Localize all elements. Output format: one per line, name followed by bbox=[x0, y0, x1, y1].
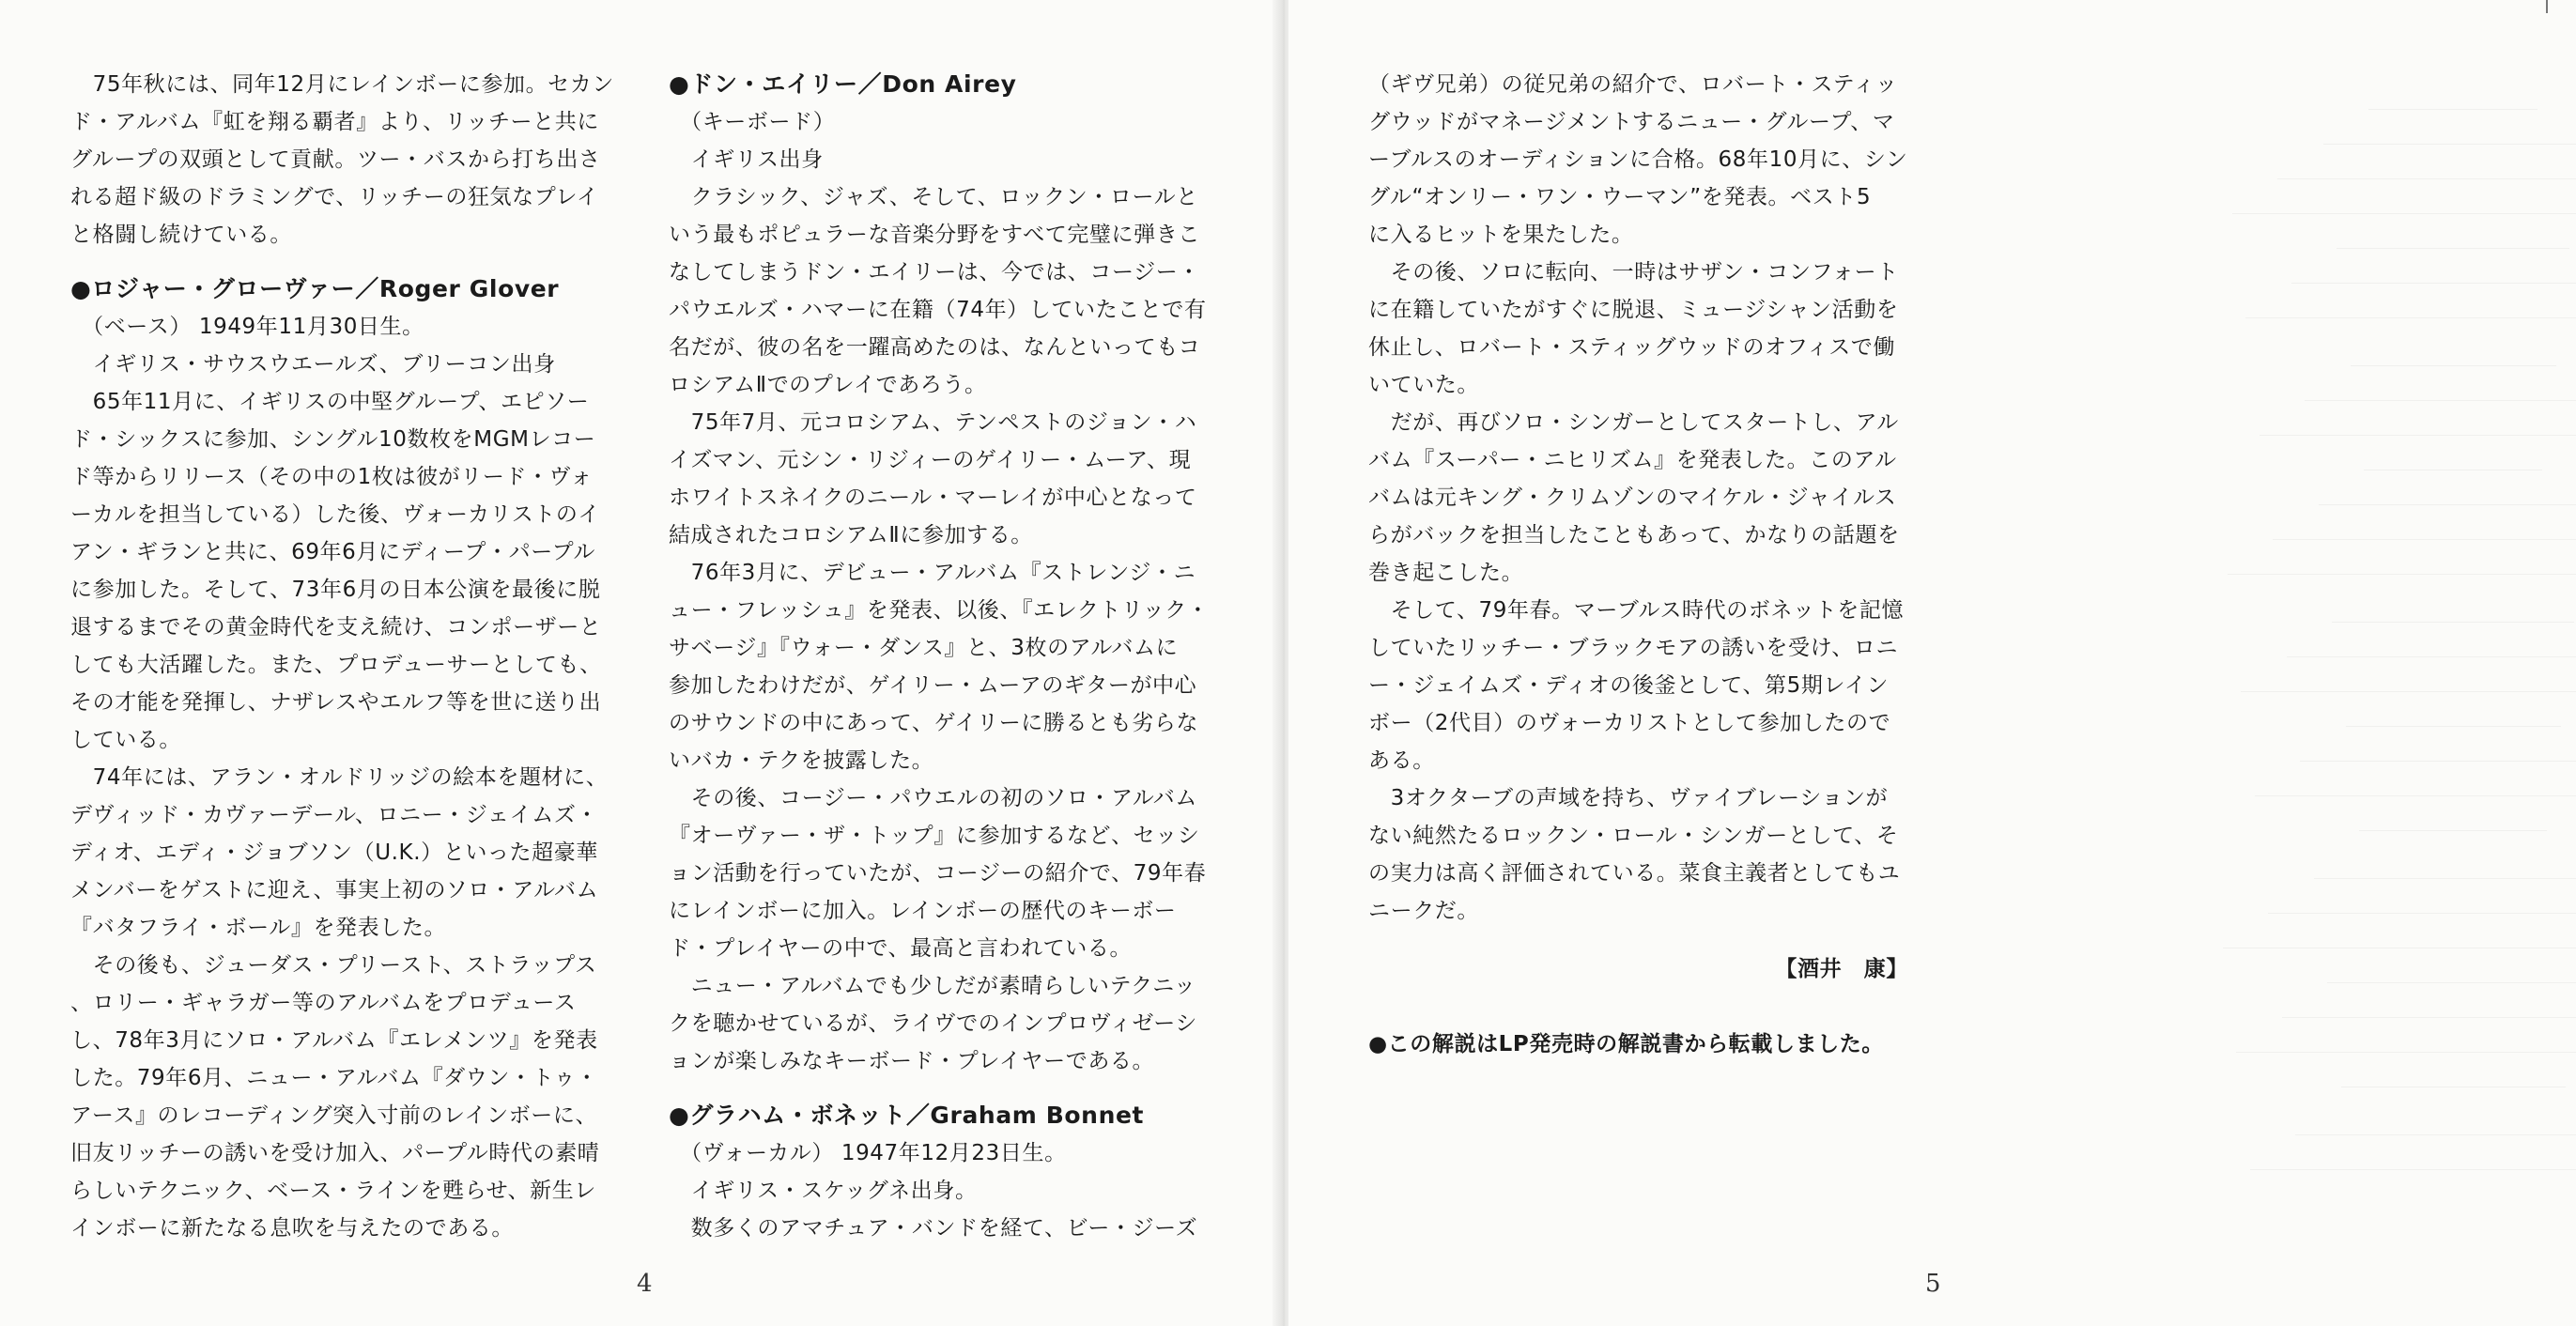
show-through-line bbox=[2359, 830, 2547, 852]
text-line: 76年3月に、デビュー・アルバム『ストレンジ・ニ bbox=[669, 561, 1196, 585]
text-line: に入るヒットを果たした。 bbox=[1368, 223, 1634, 247]
text-line: 参加したわけだが、ゲイリー・ムーアのギターが中心 bbox=[669, 673, 1197, 698]
text-line: ーカルを担当している）した後、ヴォーカリストのイ bbox=[70, 502, 601, 527]
text-line: デヴィッド・カヴァーデール、ロニー・ジェイムズ・ bbox=[70, 803, 599, 827]
text-line: バムは元キング・クリムゾンのマイケル・ジャイルス bbox=[1368, 486, 1897, 510]
text-line: に参加した。そして、73年6月の日本公演を最後に脱 bbox=[70, 578, 601, 602]
text-line: ド・プレイヤーの中で、最高と言われている。 bbox=[669, 936, 1133, 961]
show-through-text bbox=[1983, 83, 2509, 1191]
text-line: その後も、ジューダス・プリースト、ストラップス bbox=[70, 953, 597, 978]
text-line: パウエルズ・ハマーに在籍（74年）していたことで有 bbox=[669, 298, 1207, 322]
text-line: ボー（2代目）のヴォーカリストとして参加したので bbox=[1368, 711, 1891, 735]
text-line: いていた。 bbox=[1368, 373, 1479, 397]
show-through-line bbox=[2250, 1169, 2576, 1191]
text-line: いバカ・テクを披露した。 bbox=[669, 748, 934, 773]
section-heading: ●グラハム・ボネット／Graham Bonnet bbox=[669, 1102, 1145, 1129]
text-line: ー・ジェイムズ・ディオの後釜として、第5期レイン bbox=[1368, 673, 1890, 698]
text-line: ーブルスのオーディションに合格。68年10月に、シン bbox=[1368, 147, 1908, 172]
show-through-line bbox=[2223, 948, 2576, 969]
show-through-line bbox=[2327, 982, 2576, 1004]
page-number-left: 4 bbox=[637, 1270, 653, 1298]
text-line: していたリッチー・ブラックモアの誘いを受け、ロニ bbox=[1368, 636, 1899, 660]
text-line: れる超ド級のドラミングで、リッチーの狂気なプレイ bbox=[70, 185, 599, 209]
text-line: なしてしまうドン・エイリーは、今では、コージー・ bbox=[669, 260, 1200, 285]
text-line: イギリス・サウスウエールズ、ブリーコン出身 bbox=[70, 352, 556, 377]
text-line: 75年7月、元コロシアム、テンペストのジョン・ハ bbox=[669, 410, 1197, 435]
text-line: だが、再びソロ・シンガーとしてスタートし、アル bbox=[1368, 410, 1899, 435]
text-line: ュー・フレッシュ』を発表、以後、『エレクトリック・ bbox=[669, 598, 1210, 623]
text-line: に在籍していたがすぐに脱退、ミュージシャン活動を bbox=[1368, 298, 1899, 322]
show-through-line bbox=[2319, 504, 2576, 526]
text-line: ロシアムⅡでのプレイであろう。 bbox=[669, 373, 987, 397]
text-line: 、ロリー・ギャラガー等のアルバムをプロデュース bbox=[70, 991, 577, 1015]
text-line: いう最もポピュラーな音楽分野をすべて完璧に弾きこ bbox=[669, 223, 1200, 247]
text-line: （ベース） 1949年11月30日生。 bbox=[70, 315, 424, 339]
text-line: 退するまでその黄金時代を支え続け、コンポーザーと bbox=[70, 615, 602, 640]
right-column bbox=[1368, 66, 1908, 930]
text-line: ョンが楽しみなキーボード・プレイヤーである。 bbox=[669, 1049, 1155, 1073]
show-through-line bbox=[2291, 283, 2576, 304]
text-line: グウッドがマネージメントするニュー・グループ、マ bbox=[1368, 110, 1895, 134]
show-through-line bbox=[2337, 248, 2569, 270]
show-through-line bbox=[2245, 317, 2576, 339]
text-line: と格闘し続けている。 bbox=[70, 223, 292, 247]
text-line: イズマン、元シン・リジィーのゲイリー・ムーア、現 bbox=[669, 448, 1192, 472]
text-line: その後、ソロに転向、一時はサザン・コンフォート bbox=[1368, 260, 1899, 285]
show-through-line bbox=[2300, 761, 2576, 782]
text-line: その才能を発揮し、ナザレスやエルフ等を世に送り出 bbox=[70, 690, 602, 715]
text-line: ニュー・アルバムでも少しだが素晴らしいテクニッ bbox=[669, 974, 1196, 998]
text-line: グループの双頭として貢献。ツー・バスから打ち出さ bbox=[70, 147, 601, 172]
text-line: 数多くのアマチュア・バンドを経て、ビー・ジーズ bbox=[669, 1216, 1198, 1241]
text-line: 名だが、彼の名を一躍高めたのは、なんといってもコ bbox=[669, 335, 1201, 360]
show-through-line bbox=[2228, 574, 2576, 595]
text-line: している。 bbox=[70, 728, 181, 752]
text-line: 休止し、ロバート・スティッグウッドのオフィスで働 bbox=[1368, 335, 1896, 360]
text-line: ある。 bbox=[1368, 748, 1435, 773]
show-through-line bbox=[2287, 656, 2576, 678]
text-line: 旧友リッチーの誘いを受け加入、パープル時代の素晴 bbox=[70, 1141, 600, 1165]
text-line: 『バタフライ・ボール』を発表した。 bbox=[70, 916, 447, 940]
text-line: し、78年3月にソロ・アルバム『エレメンツ』を発表 bbox=[70, 1028, 598, 1053]
text-line: 『オーヴァー・ザ・トップ』に参加するなど、セッシ bbox=[669, 824, 1200, 848]
text-line: ない純然たるロックン・ロール・シンガーとして、そ bbox=[1368, 824, 1899, 848]
show-through-line bbox=[2351, 365, 2556, 387]
show-through-line bbox=[2273, 539, 2576, 561]
show-through-line bbox=[2364, 470, 2542, 491]
text-line: （ヴォーカル） 1947年12月23日生。 bbox=[669, 1141, 1067, 1165]
credits bbox=[1368, 950, 1908, 1063]
text-line: そして、79年春。マーブルス時代のボネットを記憶 bbox=[1368, 598, 1905, 623]
left-column-2 bbox=[669, 66, 1218, 1247]
text-line: した。79年6月、ニュー・アルバム『ダウン・トゥ・ bbox=[70, 1066, 598, 1090]
left-column-1 bbox=[70, 66, 615, 1247]
text-line: クラシック、ジャズ、そして、ロックン・ロールと bbox=[669, 185, 1198, 209]
text-line: ド・アルバム『虹を翔る覇者』より、リッチーと共に bbox=[70, 110, 599, 134]
show-through-line bbox=[2346, 726, 2561, 748]
show-through-line bbox=[2241, 691, 2576, 713]
show-through-line bbox=[2277, 178, 2576, 200]
text-line: （キーボード） bbox=[669, 110, 836, 134]
text-line: メンバーをゲストに迎え、事実上初のソロ・アルバム bbox=[70, 878, 599, 902]
show-through-line bbox=[2323, 144, 2576, 165]
text-line: のサウンドの中にあって、ゲイリーに勝るとも劣らな bbox=[669, 711, 1199, 735]
text-line: イギリス出身 bbox=[669, 147, 824, 172]
text-line: グル“オンリー・ワン・ウーマン”を発表。ベスト5 bbox=[1368, 185, 1872, 209]
right-page bbox=[1288, 0, 2576, 1326]
show-through-line bbox=[2236, 1052, 2576, 1073]
text-line: クを聴かせているが、ライヴでのインプロヴィゼーシ bbox=[669, 1011, 1197, 1036]
text-line: らしいテクニック、ベース・ラインを甦らせ、新生レ bbox=[70, 1179, 596, 1203]
text-line: 74年には、アラン・オルドリッジの絵本を題材に、 bbox=[70, 765, 609, 790]
show-through-line bbox=[2314, 878, 2576, 900]
show-through-line bbox=[2232, 213, 2576, 235]
show-through-line bbox=[2295, 1134, 2576, 1156]
text-line: 巻き起こした。 bbox=[1368, 561, 1524, 585]
text-line: ディオ、エディ・ジョブソン（U.K.）といった超豪華 bbox=[70, 840, 598, 865]
show-through-line bbox=[2332, 622, 2574, 643]
text-line: しても大活躍した。また、プロデューサーとしても、 bbox=[70, 653, 602, 677]
left-page bbox=[0, 0, 1279, 1326]
show-through-line bbox=[2282, 1017, 2576, 1039]
text-line: ホワイトスネイクのニール・マーレイが中心となって bbox=[669, 486, 1197, 510]
text-line: イギリス・スケッグネ出身。 bbox=[669, 1179, 978, 1203]
text-line: バム『スーパー・ニヒリズム』を発表した。このアル bbox=[1368, 448, 1897, 472]
text-line: 結成されたコロシアムⅡに参加する。 bbox=[669, 523, 1033, 547]
text-line: にレインボーに加入。レインボーの歴代のキーボー bbox=[669, 899, 1177, 923]
show-through-line bbox=[2305, 400, 2576, 422]
text-line: アン・ギランと共に、69年6月にディープ・パープル bbox=[70, 540, 595, 564]
corner-mark bbox=[2546, 0, 2548, 13]
text-line: サベージ』『ウォー・ダンス』と、3枚のアルバムに bbox=[669, 636, 1179, 660]
section-heading: ●ドン・エイリー／Don Airey bbox=[669, 70, 1017, 98]
text-line: らがバックを担当したこともあって、かなりの話題を bbox=[1368, 523, 1900, 547]
show-through-line bbox=[2368, 109, 2537, 131]
show-through-line bbox=[2255, 795, 2576, 817]
page-number-right: 5 bbox=[1925, 1270, 1941, 1298]
text-line: 75年秋には、同年12月にレインボーに参加。セカン bbox=[70, 72, 614, 97]
text-line: ニークだ。 bbox=[1368, 899, 1479, 923]
show-through-line bbox=[2341, 1087, 2566, 1108]
text-line: ョン活動を行っていたが、コージーの紹介で、79年春 bbox=[669, 861, 1207, 886]
show-through-line bbox=[2268, 913, 2576, 934]
reprint-note: ●この解説はLP発売時の解説書から転載しました。 bbox=[1368, 1032, 1884, 1056]
text-line: 3オクターブの声域を持ち、ヴァイブレーションが bbox=[1368, 786, 1889, 810]
text-line: （ギヴ兄弟）の従兄弟の紹介で、ロバート・スティッ bbox=[1368, 72, 1898, 97]
text-line: インボーに新たなる息吹を与えたのである。 bbox=[70, 1216, 514, 1241]
author-credit: 【酒井 康】 bbox=[1775, 957, 1908, 981]
text-line: 65年11月に、イギリスの中堅グループ、エピソー bbox=[70, 390, 590, 414]
text-line: アース』のレコーディング突入寸前のレインボーに、 bbox=[70, 1103, 598, 1128]
text-line: の実力は高く評価されている。菜食主義者としてもユ bbox=[1368, 861, 1901, 886]
text-line: ド等からリリース（その中の1枚は彼がリード・ヴォ bbox=[70, 465, 593, 489]
text-line: その後、コージー・パウエルの初のソロ・アルバム bbox=[669, 786, 1197, 810]
show-through-line bbox=[2260, 435, 2576, 456]
section-heading: ●ロジャー・グローヴァー／Roger Glover bbox=[70, 275, 560, 302]
text-line: ド・シックスに参加、シングル10数枚をMGMレコー bbox=[70, 427, 596, 452]
